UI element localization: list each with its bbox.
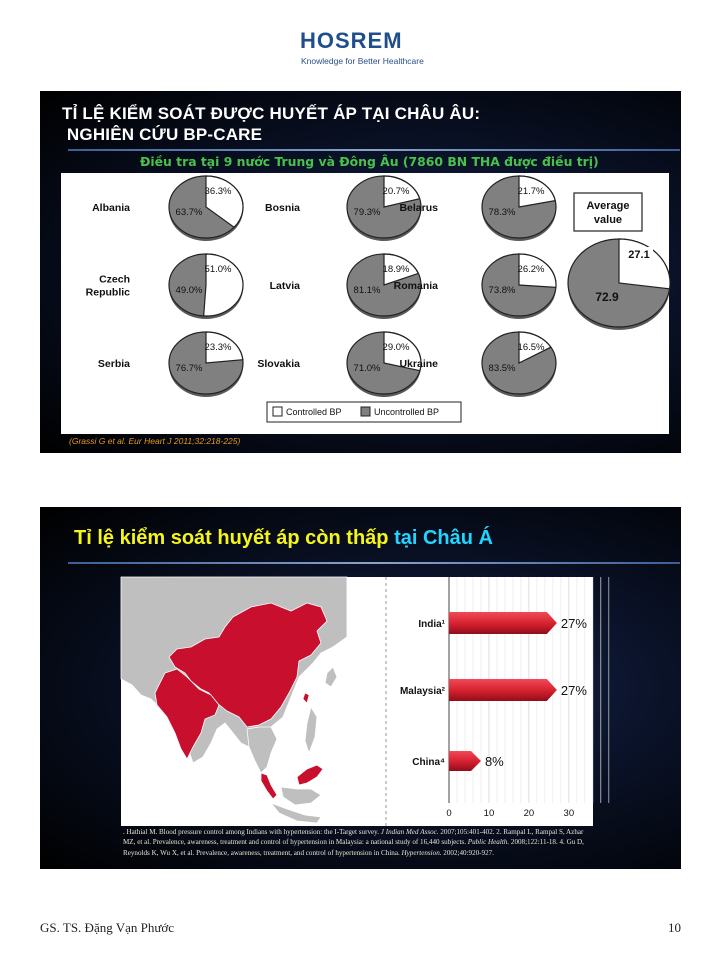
slide1-title (62, 103, 662, 145)
logo-text: HOSREM (300, 28, 403, 53)
legend-label-uncontrolled: Uncontrolled BP (374, 407, 440, 417)
footer-page-number: 10 (668, 920, 681, 935)
ref-journal: Hypertension. (401, 848, 442, 857)
pie-country-label: Belarus (399, 202, 438, 214)
ref-text: 2008;122:11-18. 4. Gu D, Reynolds K, Wu X, et al. Prevalence, awareness, treatment, and control of hypertension in China. (123, 838, 584, 857)
pie-country-label: Slovakia (257, 358, 300, 370)
slide-europe-bp-care (40, 91, 681, 453)
pie-chart-panel (61, 173, 669, 434)
pie-average (568, 239, 670, 330)
pie-controlled-value: 18.9% (382, 264, 410, 275)
pie-uncontrolled-value: 73.8% (488, 285, 516, 296)
slide2-title (74, 527, 493, 550)
pie-country-label: Albania (92, 202, 130, 214)
pie-country-label: Czech (99, 273, 130, 286)
pie-romania (482, 254, 556, 319)
pie-country-label: Republic (85, 286, 130, 299)
pie-uncontrolled-value: 78.3% (488, 207, 516, 218)
pie-ukraine (482, 332, 556, 397)
pie-slice-controlled (619, 239, 670, 289)
pie-controlled-value: 20.7% (382, 186, 410, 197)
pie-serbia (169, 332, 243, 397)
pie-czech-republic (169, 254, 243, 319)
hosrem-logo (300, 28, 424, 70)
average-label: value (593, 214, 623, 226)
ref-journal: J Indian Med Assoc. (380, 828, 439, 836)
bar-value-label: 27% (560, 616, 587, 631)
pie-controlled-value: 23.3% (204, 342, 232, 353)
x-tick-label: 10 (483, 808, 495, 819)
bar-category-label: Malaysia² (399, 686, 445, 697)
asia-bar-chart (347, 577, 622, 826)
pie-uncontrolled-value: 81.1% (353, 285, 381, 296)
slide2-references (123, 827, 593, 858)
pie-country-label: Ukraine (399, 358, 438, 370)
pie-controlled-value: 36.3% (204, 186, 232, 197)
pie-country-label: Romania (393, 280, 438, 292)
slide1-subtitle: Điều tra tại 9 nước Trung và Đông Âu (7860 BN THA được điều trị) (140, 154, 599, 169)
pie-uncontrolled-value: 71.0% (353, 363, 381, 374)
pie-controlled-value: 21.7% (517, 186, 545, 197)
pie-uncontrolled-value: 79.3% (353, 207, 381, 218)
pie-controlled-value: 29.0% (382, 342, 410, 353)
slide2-divider (68, 562, 680, 564)
slide1-title-line2: NGHIÊN CỨU BP-CARE (62, 125, 263, 144)
bar-category-label: China⁴ (412, 757, 445, 768)
pie-uncontrolled-value: 49.0% (175, 285, 203, 296)
pie-albania (169, 176, 243, 241)
slide2-title-part1: Tỉ lệ kiểm soát huyết áp còn thấp (74, 527, 395, 549)
bar-mark (449, 679, 557, 701)
pie-legend (267, 402, 461, 422)
x-tick-label: 20 (523, 808, 535, 819)
slide-asia-bp-control (40, 507, 681, 869)
ref-journal: Public Health. (467, 838, 510, 847)
footer-author: GS. TS. Đặng Vạn Phước (40, 920, 175, 935)
legend-swatch-controlled (273, 407, 282, 416)
pie-controlled-value: 51.0% (204, 264, 232, 275)
bar-category-label: India¹ (418, 619, 445, 630)
pie-uncontrolled-value: 76.7% (175, 363, 203, 374)
slide1-divider (68, 149, 680, 151)
bar-mark (449, 612, 557, 634)
average-uncontrolled-value: 72.9 (595, 290, 619, 304)
pie-controlled-value: 26.2% (517, 264, 545, 275)
x-tick-label: 40(%) (596, 808, 622, 819)
legend-label-controlled: Controlled BP (286, 407, 342, 417)
ref-text: 2002;40:920-927. (441, 848, 494, 857)
pie-country-label: Serbia (97, 358, 130, 370)
ref-text: 2007;105:401-402. 2. Rampal L, Rampal S, Azhar MZ, et al. Prevalence, awareness, treatment and control of hypertension in Malaysia: a national study of 16,440 subjects. (123, 828, 584, 847)
pie-country-label: Latvia (269, 280, 300, 292)
slide1-citation: (Grassi G et al. Eur Heart J 2011;32:218-225) (69, 436, 241, 446)
bar-value-label: 27% (560, 683, 587, 698)
pie-charts-svg (61, 173, 669, 434)
pie-controlled-value: 16.5% (517, 342, 545, 353)
bar-value-label: 8% (484, 754, 504, 769)
slide1-title-line1: TỈ LỆ KIỂM SOÁT ĐƯỢC HUYẾT ÁP TẠI CHÂU ÂU: (62, 104, 481, 123)
ref-text: . Hathial M. Blood pressure control among Indians with hypertension: the I-Target survey. (123, 828, 381, 836)
pie-uncontrolled-value: 83.5% (488, 363, 516, 374)
x-tick-label: 30 (563, 808, 575, 819)
pie-belarus (482, 176, 556, 241)
slide2-title-part2: tại Châu Á (394, 527, 493, 549)
x-tick-label: 0 (446, 808, 452, 819)
asia-map (121, 577, 347, 826)
pie-country-label: Bosnia (264, 202, 300, 214)
average-controlled-value: 27.1 (628, 249, 650, 261)
average-label: Average (586, 200, 630, 212)
pie-uncontrolled-value: 63.7% (175, 207, 203, 218)
logo-tagline: Knowledge for Better Healthcare (301, 56, 424, 66)
legend-swatch-uncontrolled (361, 407, 370, 416)
